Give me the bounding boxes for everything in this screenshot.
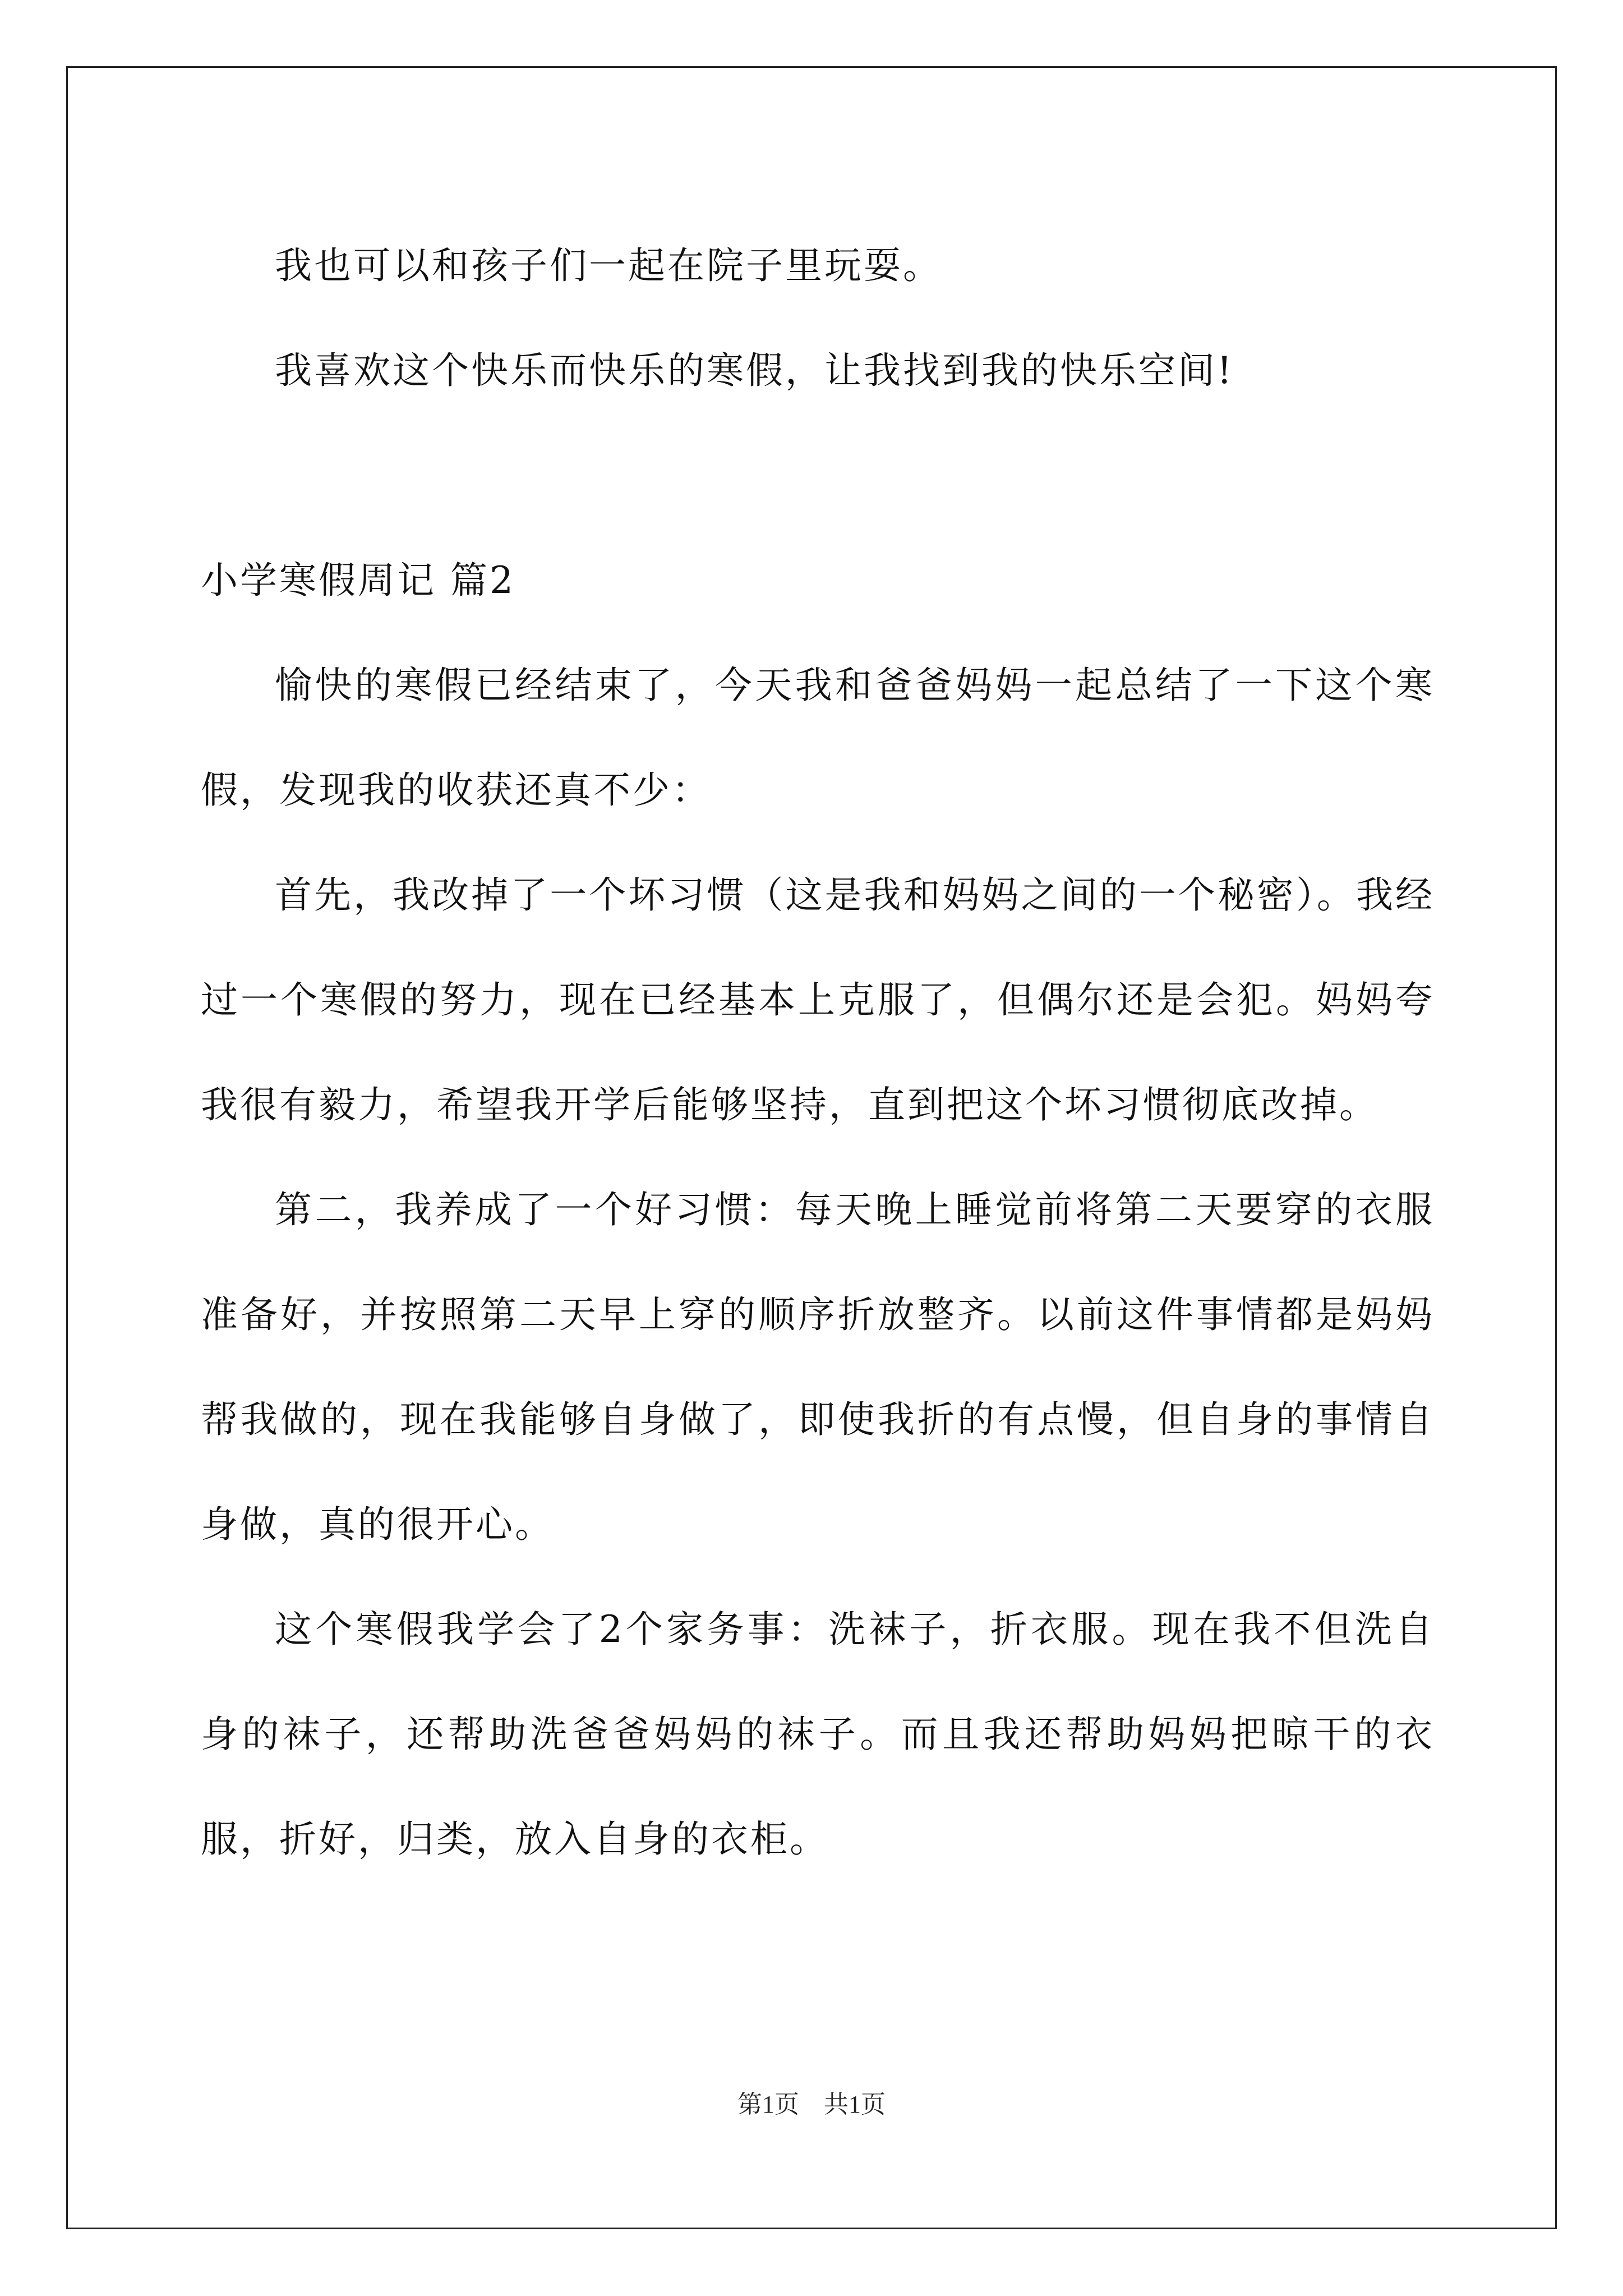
- blank-line: [201, 423, 1435, 528]
- paragraph: 首先，我改掉了一个坏习惯（这是我和妈妈之间的一个秘密）。我经过一个寒假的努力，现在已经基本上克服了，但偶尔还是会犯。妈妈夸我很有毅力，希望我开学后能够坚持，直到把这个坏习惯彻底改掉。: [201, 873, 1435, 1126]
- paragraph: 愉快的寒假已经结束了，今天我和爸爸妈妈一起总结了一下这个寒假，发现我的收获还真不少：: [201, 664, 1435, 812]
- paragraph: 这个寒假我学会了2个家务事：洗袜子，折衣服。现在我不但洗自身的袜子，还帮助洗爸爸妈妈的袜子。而且我还帮助妈妈把晾干的衣服，折好，归类，放入自身的衣柜。: [201, 1608, 1435, 1861]
- paragraph: 我喜欢这个快乐而快乐的寒假，让我找到我的快乐空间!: [275, 349, 1234, 392]
- section-title: 小学寒假周记 篇2: [201, 559, 515, 602]
- document-body: [201, 213, 1435, 1892]
- paragraph: 我也可以和孩子们一起在院子里玩耍。: [275, 244, 942, 287]
- paragraph: 第二，我养成了一个好习惯：每天晚上睡觉前将第二天要穿的衣服准备好，并按照第二天早上穿的顺序折放整齐。以前这件事情都是妈妈帮我做的，现在我能够自身做了，即使我折的有点慢，但自身的事情自身做，真的很开心。: [201, 1188, 1435, 1546]
- page-footer: 第1页 共1页: [737, 2091, 886, 2118]
